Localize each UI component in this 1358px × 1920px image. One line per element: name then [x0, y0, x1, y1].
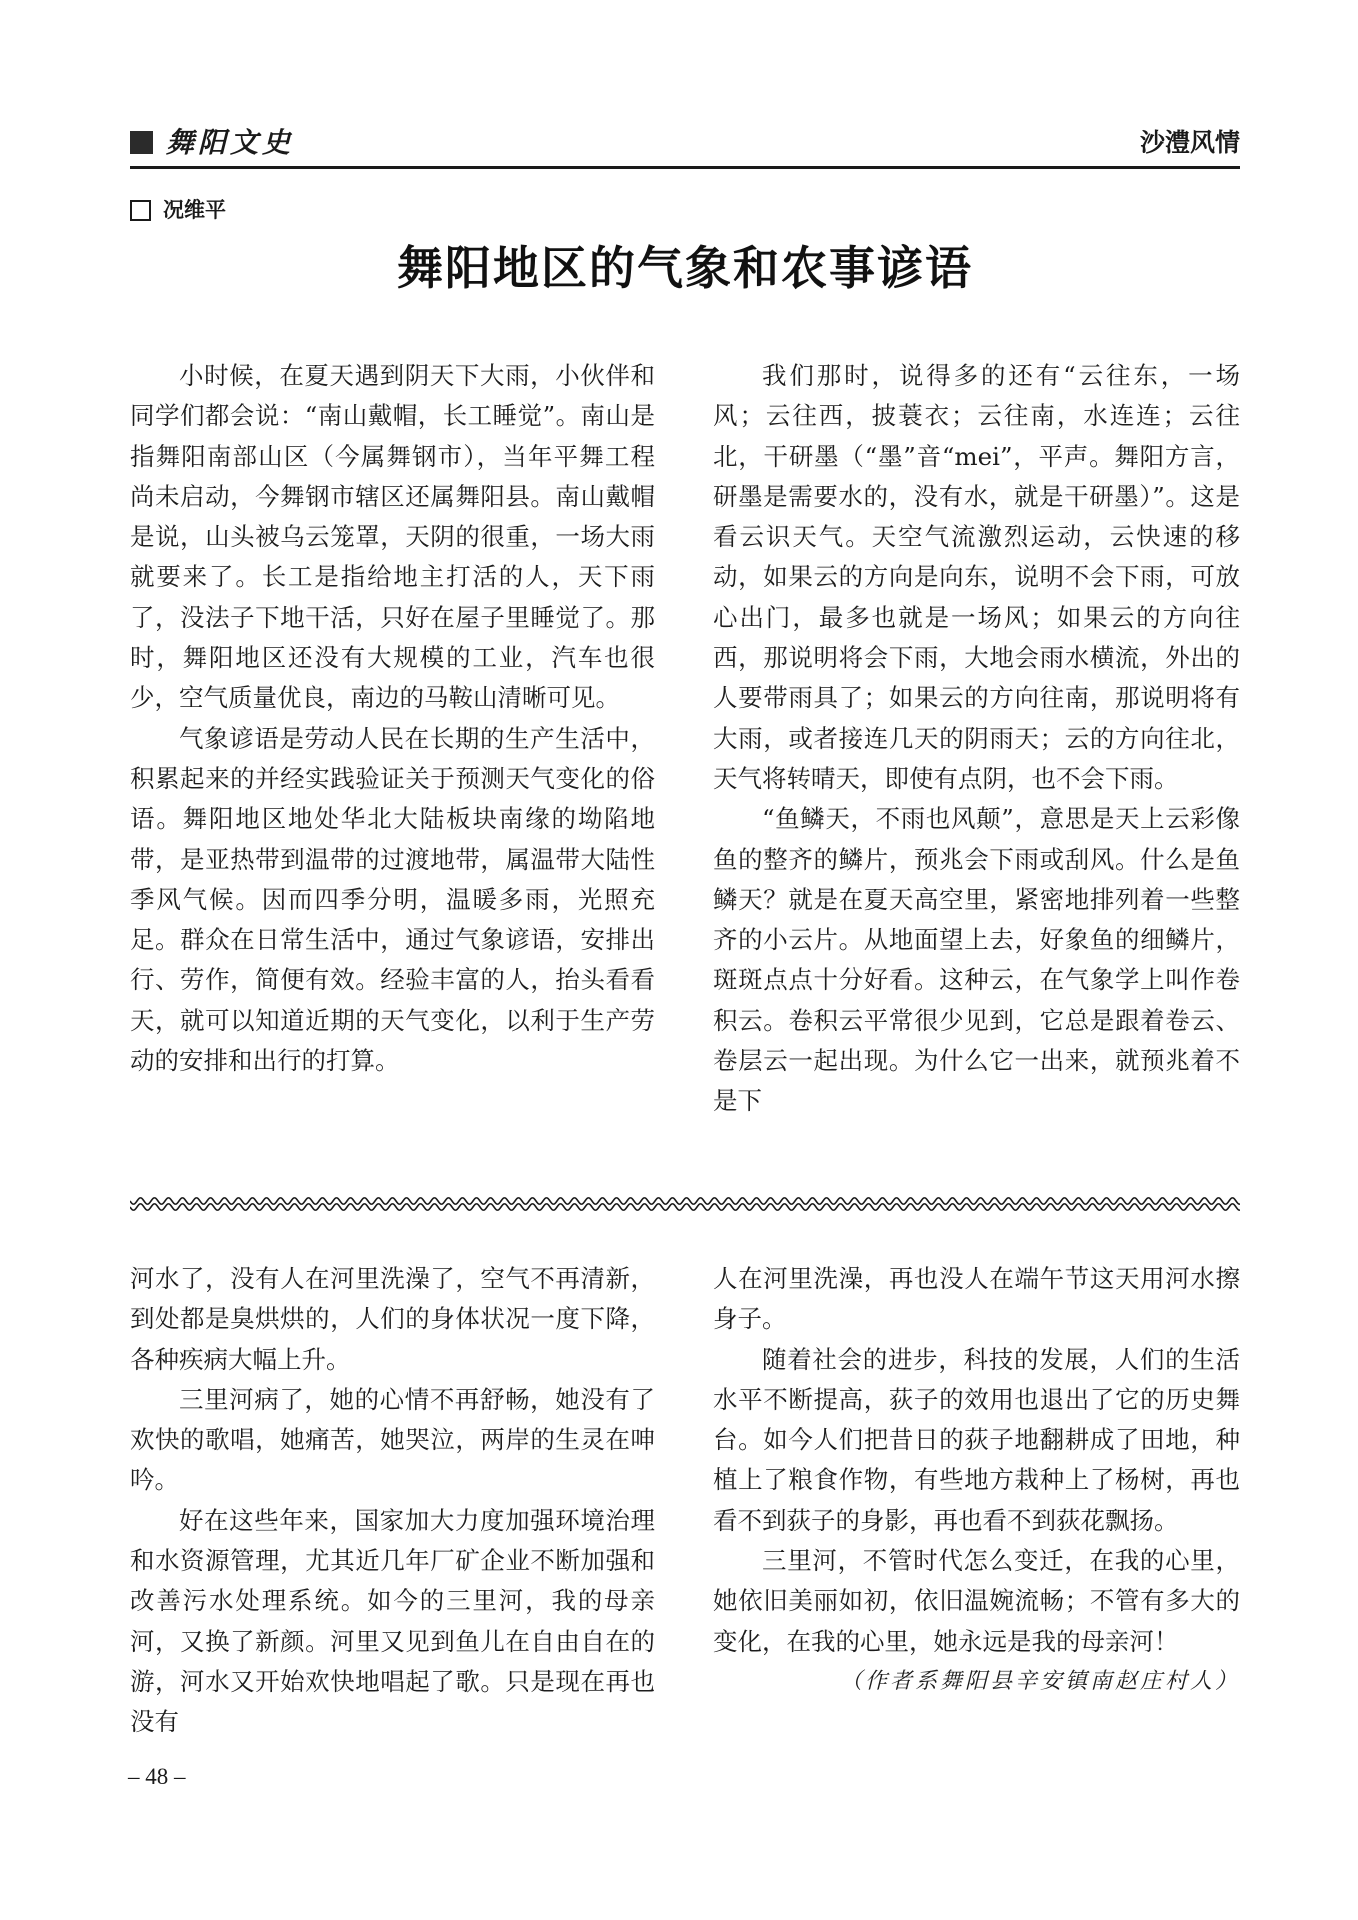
paragraph: 小时候，在夏天遇到阴天下大雨，小伙伴和同学们都会说：“南山戴帽，长工睡觉”。南山是指舞阳南部山区（今属舞钢市），当年平舞工程尚未启动，今舞钢市辖区还属舞阳县。南山戴帽是说，山头被乌云笼罩，天阴的很重，一场大雨就要来了。长工是指给地主打活的人，天下雨了，没法子下地干活，只好在屋子里睡觉了。那时，舞阳地区还没有大规模的工业，汽车也很少，空气质量优良，南边的马鞍山清晰可见。: [130, 361, 655, 713]
continued-column-left: [130, 1259, 655, 1743]
wave-line: [130, 1198, 1240, 1204]
journal-title: 舞阳文史: [166, 126, 295, 159]
paragraph: 好在这些年来，国家加大力度加强环境治理和水资源管理，尤其近几年厂矿企业不断加强和改善污水处理系统。如今的三里河，我的母亲河，又换了新颜。河里又见到鱼儿在自由自在的游，河水又开始欢快地唱起了歌。只是现在再也没有: [130, 1505, 655, 1737]
wave-line: [130, 1204, 1240, 1210]
square-outline-icon: [130, 200, 151, 221]
header-square-icon: [130, 131, 153, 154]
paragraph: “鱼鳞天，不雨也风颠”，意思是天上云彩像鱼的整齐的鳞片，预兆会下雨或刮风。什么是鱼鳞天？就是在夏天高空里，紧密地排列着一些整齐的小云片。从地面望上去，好象鱼的细鳞片，斑斑点点十分好看。这种云，在气象学上叫作卷积云。卷积云平常很少见到，它总是跟着卷云、卷层云一起出现。为什么它一出来，就预兆着不是下: [713, 804, 1240, 1116]
paragraph: 三里河病了，她的心情不再舒畅，她没有了欢快的歌唱，她痛苦，她哭泣，两岸的生灵在呻吟。: [130, 1384, 655, 1495]
paragraph: 我们那时，说得多的还有“云往东，一场风；云往西，披蓑衣；云往南，水连连；云往北，干研墨（“墨”音“mei”，平声。舞阳方言，研墨是需要水的，没有水，就是干研墨）”。这是看云识天气。天空气流激烈运动，云快速的移动，如果云的方向是向东，说明不会下雨，可放心出门，最多也就是一场风；如果云的方向往西，那说明将会下雨，大地会雨水横流，外出的人要带雨具了；如果云的方向往南，那说明将有大雨，或者接连几天的阴雨天；云的方向往北，天气将转晴天，即使有点阴，也不会下雨。: [713, 361, 1240, 793]
page-number: – 48 –: [128, 1764, 186, 1789]
section-title: 沙澧风情: [1139, 128, 1240, 157]
article-column-left: [130, 356, 655, 1081]
paragraph: 随着社会的进步，科技的发展，人们的生活水平不断提高，荻子的效用也退出了它的历史舞台。如今人们把昔日的荻子地翻耕成了田地，种植上了粮食作物，有些地方栽种上了杨树，再也看不到荻子的身影，再也看不到荻花飘扬。: [713, 1344, 1240, 1535]
author-name: 况维平: [163, 198, 226, 222]
header-rule: [130, 166, 1240, 169]
paragraph: 河水了，没有人在河里洗澡了，空气不再清新，到处都是臭烘烘的，人们的身体状况一度下降，各种疾病大幅上升。: [130, 1264, 655, 1374]
article-title: 舞阳地区的气象和农事谚语: [397, 241, 973, 295]
paragraph: 气象谚语是劳动人民在长期的生产生活中，积累起来的并经实践验证关于预测天气变化的俗语。舞阳地区地处华北大陆板块南缘的坳陷地带，是亚热带到温带的过渡地带，属温带大陆性季风气候。因而四季分明，温暖多雨，光照充足。群众在日常生活中，通过气象谚语，安排出行、劳作，简便有效。经验丰富的人，抬头看看天，就可以知道近期的天气变化，以利于生产劳动的安排和出行的打算。: [130, 723, 655, 1076]
continued-column-right: [713, 1259, 1240, 1702]
paragraph: 三里河，不管时代怎么变迁，在我的心里，她依旧美丽如初，依旧温婉流畅；不管有多大的变化，在我的心里，她永远是我的母亲河！: [713, 1546, 1240, 1656]
article-column-right: [713, 356, 1240, 1122]
page-header: [130, 124, 1240, 164]
wavy-divider: [130, 1195, 1240, 1213]
paragraph: 人在河里洗澡，再也没人在端午节这天用河水擦身子。: [713, 1264, 1240, 1334]
author-note: （作者系舞阳县辛安镇南赵庄村人）: [839, 1668, 1240, 1694]
byline: [130, 195, 226, 225]
